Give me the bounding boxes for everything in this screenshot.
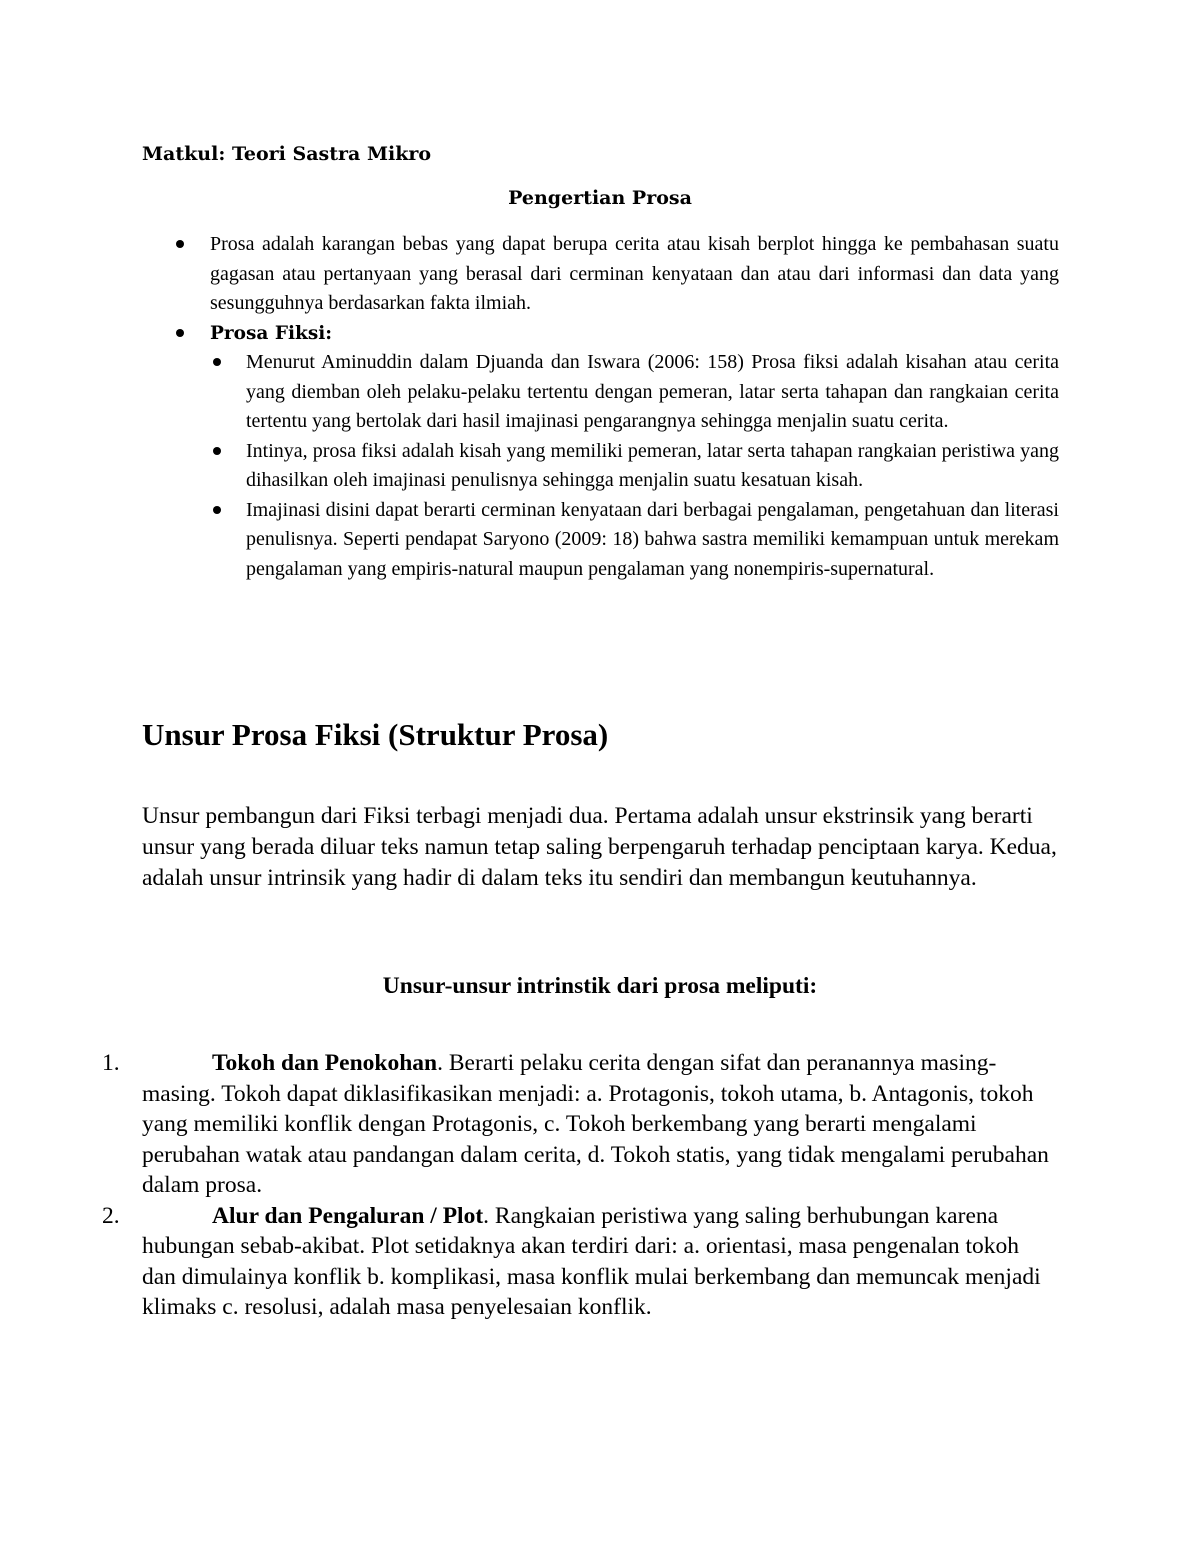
list-item <box>102 1048 1057 1201</box>
prosa-fiksi-label: Prosa Fiksi: <box>210 322 333 344</box>
list-item-text: . Berarti pelaku cerita dengan sifat dan peranannya masing-masing. Tokoh dapat diklasifikasikan menjadi: a. Protagonis, tokoh utama, b. Antagonis, tokoh yang memiliki konflik dengan Protagonis, c. Tokoh berkembang yang berarti mengalami perubahan watak atau pandangan dalam cerita, d. Tokoh statis, yang tidak mengalami perubahan dalam prosa. <box>142 1050 1049 1198</box>
list-title-unsur-intrinsik: Unsur-unsur intrinstik dari prosa meliputi: <box>382 973 818 999</box>
intro-paragraph: Unsur pembangun dari Fiksi terbagi menjadi dua. Pertama adalah unsur ekstrinsik yang berarti unsur yang berada diluar teks namun tetap saling berpengaruh terhadap penciptaan karya. Kedua, adalah unsur intrinsik yang hadir di dalam teks itu sendiri dan membangun keutuhannya. <box>142 803 1057 891</box>
unsur-intrinsik-list <box>102 1048 1057 1323</box>
sub-bullet-intinya: Intinya, prosa fiksi adalah kisah yang memiliki pemeran, latar serta tahapan rangkaian peristiwa yang dihasilkan oleh imajinasi penulisnya sehingga menjalin suatu kesatuan kisah. <box>172 437 1059 496</box>
bullet-prosa-definition: Prosa adalah karangan bebas yang dapat berupa cerita atau kisah berplot hingga ke pembahasan suatu gagasan atau pertanyaan yang berasal dari cerminan kenyataan dan atau dari informasi dan data yang sesungguhnya berdasarkan fakta ilmiah. <box>172 230 1059 319</box>
sub-bullet-aminuddin: Menurut Aminuddin dalam Djuanda dan Iswara (2006: 158) Prosa fiksi adalah kisahan atau cerita yang diemban oleh pelaku-pelaku tertentu dengan pemeran, latar serta tahapan dan rangkaian cerita tertentu yang bertolak dari hasil imajinasi pengarangnya sehingga menjalin suatu cerita. <box>172 348 1059 437</box>
list-item-number: 1. <box>102 1050 120 1076</box>
list-item-number: 2. <box>102 1202 120 1229</box>
pengertian-prosa-list <box>172 230 1059 584</box>
section-title-pengertian-prosa: Pengertian Prosa <box>508 187 692 209</box>
list-item <box>102 1201 1057 1323</box>
heading-unsur-prosa-fiksi: Unsur Prosa Fiksi (Struktur Prosa) <box>142 717 609 752</box>
list-item-text: . Rangkaian peristiwa yang saling berhubungan karena hubungan sebab-akibat. Plot setidaknya akan terdiri dari: a. orientasi, masa pengenalan tokoh dan dimulainya konflik b. komplikasi, masa konflik mulai berkembang dan memuncak menjadi klimaks c. resolusi, adalah masa penyelesaian konflik. <box>142 1202 1041 1320</box>
list-item-term: Tokoh dan Penokohan <box>212 1050 438 1076</box>
course-label: Matkul: Teori Sastra Mikro <box>142 143 432 165</box>
list-item-term: Alur dan Pengaluran / Plot <box>212 1202 484 1229</box>
sub-bullet-imajinasi: Imajinasi disini dapat berarti cerminan kenyataan dari berbagai pengalaman, pengetahuan dan literasi penulisnya. Seperti pendapat Saryono (2009: 18) bahwa sastra memiliki kemampuan untuk merekam pengalaman yang empiris-natural maupun pengalaman yang nonempiris-supernatural. <box>172 496 1059 585</box>
bullet-prosa-fiksi <box>172 319 1059 349</box>
